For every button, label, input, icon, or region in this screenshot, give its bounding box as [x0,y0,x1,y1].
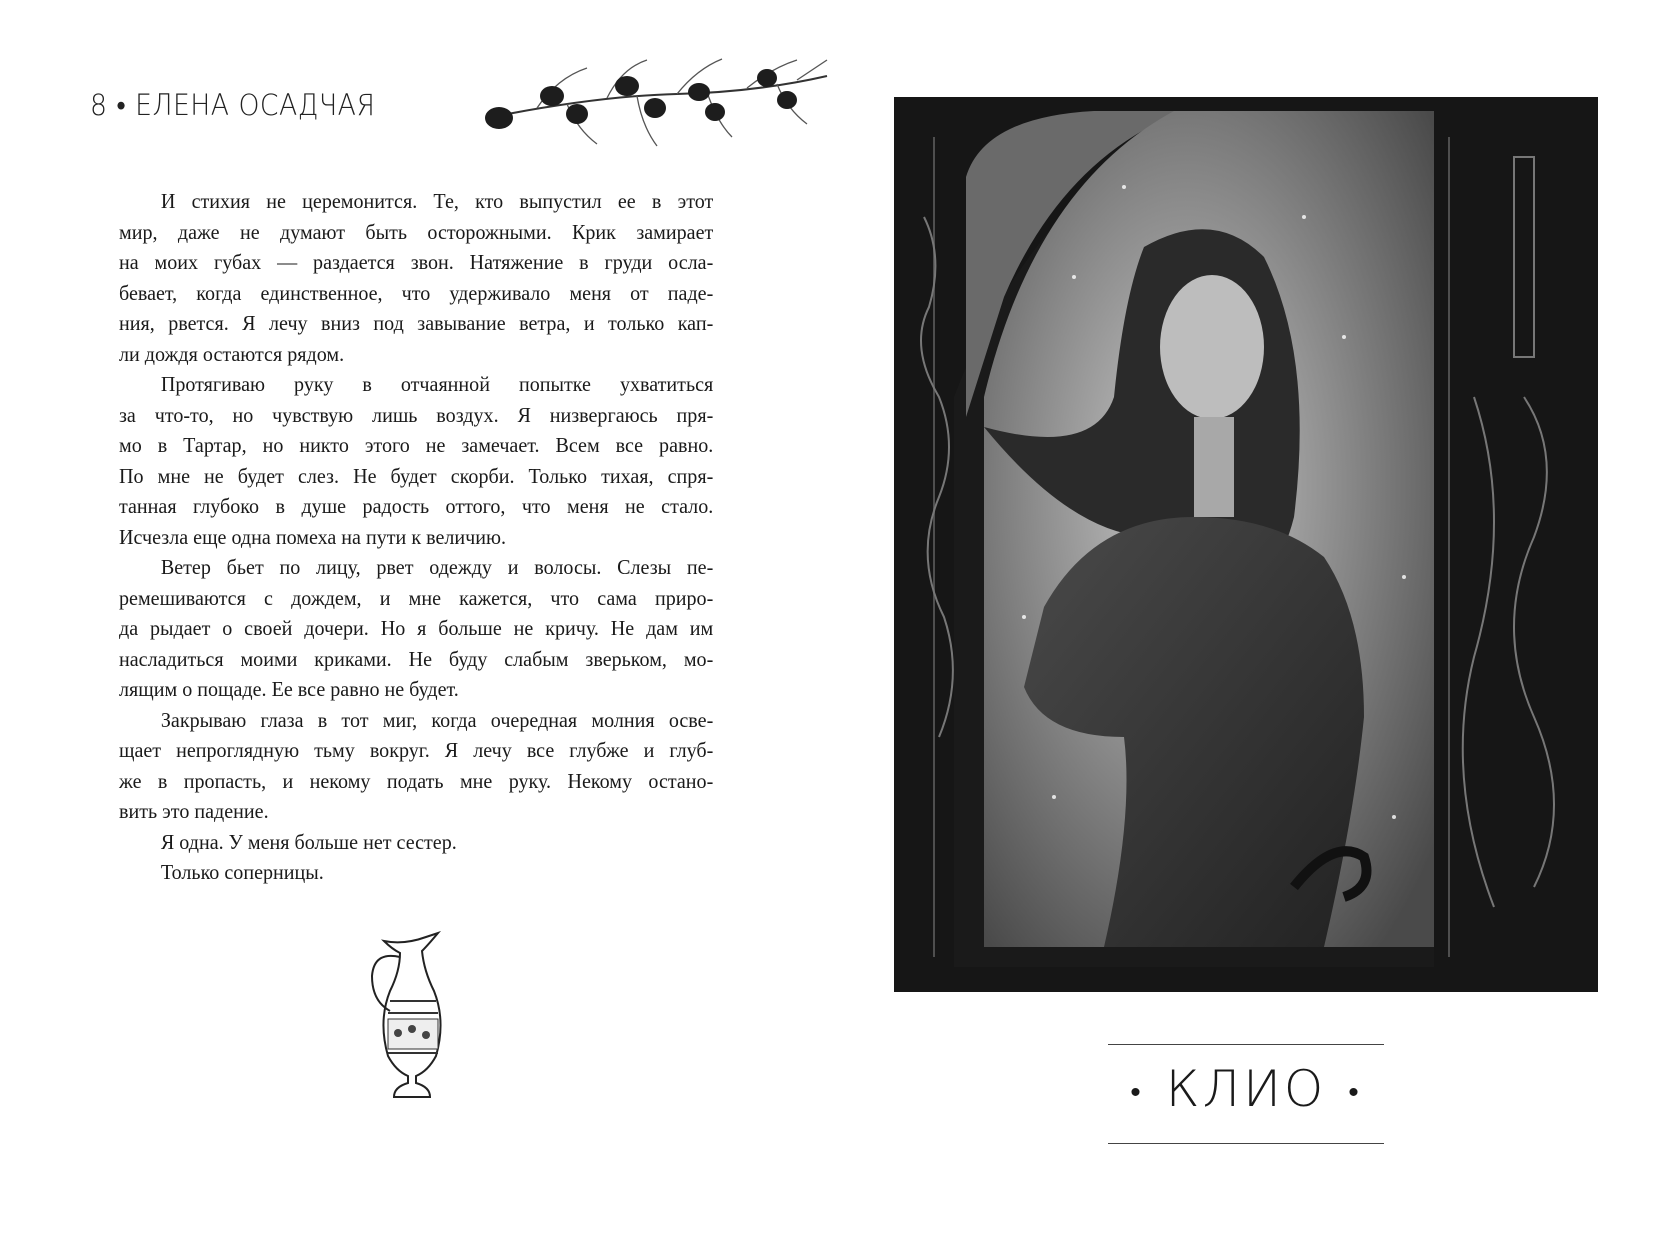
author-name: ЕЛЕНА ОСАДЧАЯ [135,88,376,122]
olive-branch-ornament [477,56,835,152]
text-line: мо в Тартар, но никто этого не замечает. Всем все равно. [119,433,714,457]
text-line: Только соперницы. [160,860,324,884]
text-line: на моих губах — раздается звон. Натяжение в груди осла- [119,250,714,274]
running-head [90,88,375,123]
text-line: щает непроглядную тьму вокруг. Я лечу все глубже и глуб- [119,738,714,762]
separator-dot: • [116,88,127,122]
text-line: И стихия не церемонится. Те, кто выпустил ее в этот [160,189,714,213]
text-line: вить это падение. [119,799,269,823]
text-line: Протягиваю руку в отчаянной попытке ухватиться [160,372,714,396]
body-text [119,186,713,888]
text-line: ремешиваются с дождем, и мне кажется, что сама приро- [119,585,714,610]
text-line: танная глубоко в душе радость оттого, что меня не стало. [119,494,714,518]
text-line: мир, даже не думают быть осторожными. Крик замирает [119,219,714,244]
text-line: да рыдает о своей дочери. Но я больше не кричу. Не дам им [119,616,714,640]
text-line: бевает, когда единственное, что удерживало меня от паде- [119,280,714,305]
text-line: Я одна. У меня больше нет сестер. [160,829,457,854]
text-line: же в пропасть, и некому подать мне руку. Некому остано- [119,768,714,793]
title-rule-top [1108,1044,1384,1045]
text-line: По мне не будет слез. Не будет скорби. Только тихая, спря- [119,463,714,488]
title-rule-bottom [1108,1143,1384,1144]
text-line: Закрываю глаза в тот миг, когда очередная молния осве- [160,707,714,732]
title-dot-left: • [1130,1075,1144,1110]
chapter-title [1108,1060,1384,1118]
chapter-title-text: КЛИО [1165,1060,1327,1118]
text-line: насладиться моими криками. Не буду слабым зверьком, мо- [119,646,714,671]
klio-portrait-illustration [894,97,1598,992]
text-line: лящим о пощаде. Ее все равно не будет. [119,677,459,701]
page-number: 8 [90,88,108,122]
text-line: Ветер бьет по лицу, рвет одежду и волосы. Слезы пе- [160,555,714,579]
greek-vase-illustration [364,931,464,1101]
text-line: за что-то, но чувствую лишь воздух. Я низвергаюсь пря- [119,402,714,427]
text-line: Исчезла еще одна помеха на пути к величию. [119,524,507,549]
title-dot-right: • [1348,1075,1362,1110]
text-line: ли дождя остаются рядом. [119,341,345,366]
text-line: ния, рвется. Я лечу вниз под завывание ветра, и только кап- [119,311,714,335]
